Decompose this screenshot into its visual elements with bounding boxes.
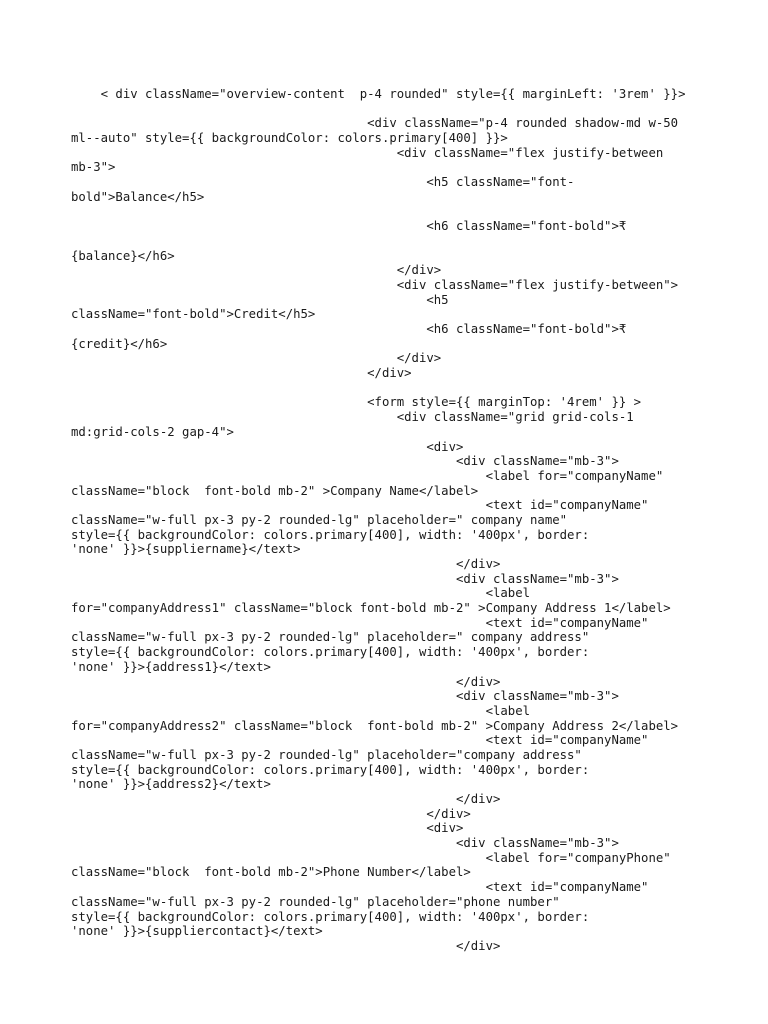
code-line [71,205,711,220]
code-line: className="w-full px-3 py-2 rounded-lg" placeholder=" company name" [71,512,568,527]
code-line: {credit}</h6> [71,336,168,351]
code-line: <label for="companyName" [71,468,664,483]
code-line: < div className="overview-content p-4 rounded" style={{ marginLeft: '3rem' }}> [71,87,686,101]
code-line: md:grid-cols-2 gap-4"> [71,424,234,439]
code-line: <div className="mb-3"> [71,571,619,586]
code-line: <h6 className="font-bold">₹ [71,219,627,234]
code-line: for="companyAddress1" className="block font-bold mb-2" >Company Address 1</label> [71,601,671,616]
code-line: className="w-full px-3 py-2 rounded-lg" placeholder=" company address" [71,630,590,645]
code-line: <text id="companyName" [71,498,649,513]
code-line: <div> [71,439,464,454]
code-line: style={{ backgroundColor: colors.primary[400], width: '400px', border: [71,527,590,542]
code-line: className="w-full px-3 py-2 rounded-lg" placeholder="phone number" [71,894,560,909]
code-line: </div> [71,557,501,571]
code-line: <form style={{ marginTop: '4rem' }} > [71,395,642,410]
code-line: <h5 [71,292,449,307]
code-line: <label for="companyPhone" [71,850,671,865]
code-line: </div> [71,806,471,821]
code-line: <div className="mb-3"> [71,836,619,851]
code-line: <div className="flex justify-between"> [71,277,679,292]
code-line: <label [71,703,531,718]
code-line: for="companyAddress2" className="block font-bold mb-2" >Company Address 2</label> [71,718,679,733]
code-line: </div> [71,792,501,806]
code-line: style={{ backgroundColor: colors.primary[400], width: '400px', border: [71,762,590,777]
code-line: 'none' }}>{suppliername}</text> [71,542,301,557]
code-line: </div> [71,351,442,366]
code-line: <text id="companyName" [71,880,649,895]
code-line: className="w-full px-3 py-2 rounded-lg" placeholder="company address" [71,747,582,762]
code-line: </div> [71,938,501,953]
code-line [71,102,711,117]
code-listing [71,87,711,954]
code-line: ml--auto" style={{ backgroundColor: colors.primary[400] }}> [71,131,508,146]
code-line: </div> [71,263,442,278]
code-line: style={{ backgroundColor: colors.primary[400], width: '400px', border: [71,645,590,660]
code-line: 'none' }}>{address1}</text> [71,659,271,674]
code-line: <div className="grid grid-cols-1 [71,410,634,425]
code-line: className="block font-bold mb-2" >Company Name</label> [71,483,479,498]
code-line: </div> [71,366,412,381]
code-line: <div className="mb-3"> [71,689,619,704]
code-line: {balance}</h6> [71,248,175,263]
code-line: style={{ backgroundColor: colors.primary[400], width: '400px', border: [71,909,590,924]
code-line: <div className="p-4 rounded shadow-md w-50 [71,116,679,131]
code-line: <div className="flex justify-between [71,145,664,160]
code-line: <h5 className="font- [71,175,575,190]
code-line: <h6 className="font-bold">₹ [71,322,627,336]
code-line: <text id="companyName" [71,615,649,630]
code-line: </div> [71,674,501,689]
code-line [71,234,711,249]
code-line: 'none' }}>{address2}</text> [71,777,271,792]
code-line: className="block font-bold mb-2">Phone Number</label> [71,865,471,880]
code-line [71,381,711,396]
code-line: bold">Balance</h5> [71,189,205,204]
code-line: 'none' }}>{suppliercontact}</text> [71,924,323,939]
code-line: className="font-bold">Credit</h5> [71,307,316,322]
code-line: <div className="mb-3"> [71,454,619,469]
code-line: mb-3"> [71,160,116,175]
code-line: <div> [71,821,464,836]
code-line: <label [71,586,531,601]
code-line: <text id="companyName" [71,733,649,748]
